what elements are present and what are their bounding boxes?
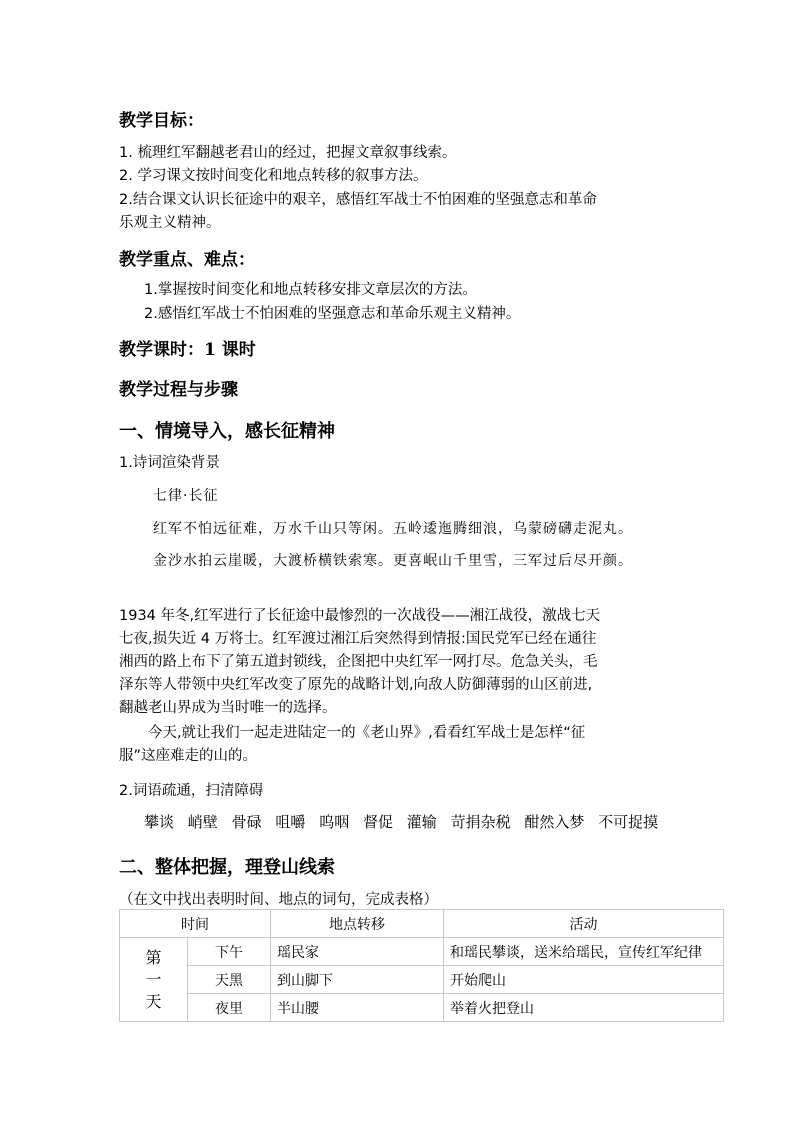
section2-heading: 二、整体把握，理登山线索 xyxy=(119,857,335,878)
vocab-word: 攀谈 xyxy=(144,813,175,831)
vocab-word: 咀嚼 xyxy=(275,813,306,831)
day-cell xyxy=(120,938,188,1022)
objectives-heading: 教学目标： xyxy=(119,111,204,131)
time-cell: 天黑 xyxy=(188,966,271,994)
vocab-word: 苛捐杂税 xyxy=(450,813,511,831)
objective-item-3: 2.结合课文认识长征途中的艰辛，感悟红军战士不怕困难的坚强意志和革命 xyxy=(119,192,597,208)
section1-sub2: 2.词语疏通，扫清障碍 xyxy=(119,783,264,799)
vocab-word: 灌输 xyxy=(406,813,437,831)
time-cell: 夜里 xyxy=(188,994,271,1022)
vocab-word: 督促 xyxy=(362,813,393,831)
day-char: 第 xyxy=(145,947,162,967)
objective-item-2: 2. 学习课文按时间变化和地点转移的叙事方法。 xyxy=(119,168,428,184)
day-char: 一 xyxy=(145,969,162,989)
day-char: 天 xyxy=(145,991,162,1011)
table-row xyxy=(120,966,724,994)
class-hours: 教学课时：1 课时 xyxy=(119,340,256,360)
vocab-word: 骨碌 xyxy=(231,813,262,831)
section2-note: （在文中找出表明时间、地点的词句，完成表格） xyxy=(119,892,438,908)
paragraph-line-2: 七夜,损失近 4 万将士。红军渡过湘江后突然得到情报:国民党军已经在通往 xyxy=(119,631,597,647)
route-table xyxy=(119,909,724,1022)
poem-line-2: 金沙水拍云崖暖，大渡桥横铁索寒。更喜岷山千里雪，三军过后尽开颜。 xyxy=(153,553,633,569)
key-points-heading: 教学重点、难点： xyxy=(119,250,255,270)
activity-cell: 和瑶民攀谈，送米给瑶民，宣传红军纪律 xyxy=(444,938,724,966)
place-cell: 半山腰 xyxy=(271,994,444,1022)
paragraph-line-1: 1934 年冬,红军进行了长征途中最惨烈的一次战役——湘江战役，激战七天 xyxy=(119,608,601,624)
header-place: 地点转移 xyxy=(271,910,444,938)
objective-item-1: 1. 梳理红军翻越老君山的经过，把握文章叙事线索。 xyxy=(119,145,457,161)
place-cell: 到山脚下 xyxy=(271,966,444,994)
objective-item-3-cont: 乐观主义精神。 xyxy=(119,215,221,231)
place-cell: 瑶民家 xyxy=(271,938,444,966)
table-row xyxy=(120,938,724,966)
section1-sub1: 1.诗词渲染背景 xyxy=(119,455,220,471)
process-heading: 教学过程与步骤 xyxy=(119,380,238,400)
intro-line-1: 今天,就让我们一起走进陆定一的《老山界》,看看红军战士是怎样“征 xyxy=(148,725,586,741)
section1-heading: 一、情境导入，感长征精神 xyxy=(119,421,335,442)
intro-line-2: 服”这座难走的山的。 xyxy=(119,748,258,764)
poem-title: 七律·长征 xyxy=(153,488,219,504)
header-activity: 活动 xyxy=(444,910,724,938)
paragraph-line-5: 翻越老山界成为当时唯一的选择。 xyxy=(119,700,337,716)
paragraph-line-3: 湘西的路上布下了第五道封锁线，企图把中央红军一网打尽。危急关头，毛 xyxy=(119,654,598,670)
activity-cell: 开始爬山 xyxy=(444,966,724,994)
vocab-word: 呜咽 xyxy=(319,813,350,831)
time-cell: 下午 xyxy=(188,938,271,966)
paragraph-line-4: 泽东等人带领中央红军改变了原先的战略计划,向敌人防御薄弱的山区前进, xyxy=(119,677,593,693)
key-point-item-2: 2.感悟红军战士不怕困难的坚强意志和革命乐观主义精神。 xyxy=(144,306,521,322)
activity-cell: 举着火把登山 xyxy=(444,994,724,1022)
vocab-word: 峭壁 xyxy=(187,813,218,831)
poem-line-1: 红军不怕远征难，万水千山只等闲。五岭逶迤腾细浪，乌蒙磅礴走泥丸。 xyxy=(153,521,633,537)
header-time: 时间 xyxy=(120,910,271,938)
key-point-item-1: 1.掌握按时间变化和地点转移安排文章层次的方法。 xyxy=(144,282,477,298)
vocab-list xyxy=(144,811,667,832)
vocab-word: 不可捉摸 xyxy=(598,813,659,831)
table-row xyxy=(120,994,724,1022)
vocab-word: 酣然入梦 xyxy=(524,813,585,831)
table-header-row xyxy=(120,910,724,938)
